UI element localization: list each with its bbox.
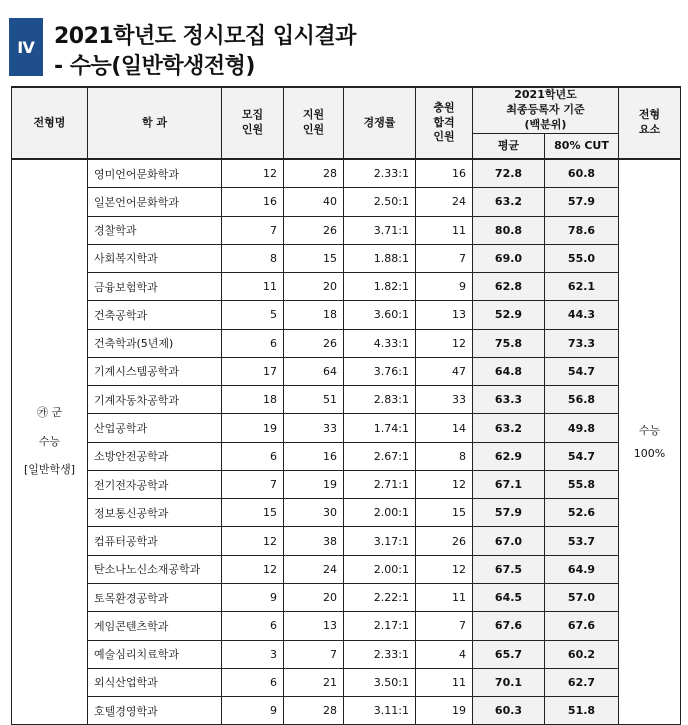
admission-type-line2: 수능 [38,434,61,448]
applicants-cell: 15 [284,244,344,272]
cut-score-cell: 73.3 [545,329,619,357]
ratio-cell: 3.17:1 [344,527,416,555]
applicants-cell: 16 [284,442,344,470]
header-elements: 전형 요소 [619,87,681,159]
avg-score-cell: 64.5 [473,583,545,611]
admitted-cell: 16 [416,159,473,188]
applicants-cell: 26 [284,329,344,357]
quota-cell: 15 [222,499,284,527]
ratio-cell: 2.83:1 [344,386,416,414]
table-row [12,697,681,725]
dept-cell: 탄소나노신소재공학과 [88,555,222,583]
table-body [12,159,681,725]
avg-score-cell: 69.0 [473,244,545,272]
cut-score-cell: 51.8 [545,697,619,725]
admitted-cell: 24 [416,188,473,216]
dept-cell: 기계자동차공학과 [88,386,222,414]
quota-cell: 7 [222,470,284,498]
ratio-cell: 1.88:1 [344,244,416,272]
table-row [12,188,681,216]
dept-cell: 외식산업학과 [88,668,222,696]
table-row [12,640,681,668]
cut-score-cell: 52.6 [545,499,619,527]
ratio-cell: 1.74:1 [344,414,416,442]
admitted-cell: 13 [416,301,473,329]
ratio-cell: 3.11:1 [344,697,416,725]
cut-score-cell: 57.0 [545,583,619,611]
admitted-cell: 11 [416,668,473,696]
applicants-cell: 21 [284,668,344,696]
ratio-cell: 2.33:1 [344,159,416,188]
header-dept: 학 과 [88,87,222,159]
avg-score-cell: 63.2 [473,414,545,442]
avg-score-cell: 67.6 [473,612,545,640]
avg-score-cell: 75.8 [473,329,545,357]
quota-cell: 12 [222,527,284,555]
elements-line2: 100% [633,447,666,461]
table-row [12,329,681,357]
applicants-cell: 51 [284,386,344,414]
avg-score-cell: 63.2 [473,188,545,216]
ratio-cell: 2.00:1 [344,499,416,527]
cut-score-cell: 55.8 [545,470,619,498]
applicants-cell: 40 [284,188,344,216]
cut-score-cell: 60.2 [545,640,619,668]
elements-line1: 수능 [638,424,661,438]
avg-score-cell: 60.3 [473,697,545,725]
admitted-cell: 7 [416,612,473,640]
admission-type-cell [12,159,88,725]
elements-cell [619,159,681,725]
header-admitted: 충원 합격 인원 [416,87,473,159]
header-ratio: 경쟁률 [344,87,416,159]
avg-score-cell: 65.7 [473,640,545,668]
avg-score-cell: 62.9 [473,442,545,470]
dept-cell: 토목환경공학과 [88,583,222,611]
ratio-cell: 2.67:1 [344,442,416,470]
admitted-cell: 11 [416,583,473,611]
quota-cell: 8 [222,244,284,272]
admitted-cell: 8 [416,442,473,470]
quota-cell: 6 [222,442,284,470]
cut-score-cell: 57.9 [545,188,619,216]
admitted-cell: 15 [416,499,473,527]
ratio-cell: 2.00:1 [344,555,416,583]
header-avg: 평균 [473,134,545,160]
dept-cell: 정보통신공학과 [88,499,222,527]
page-title: 2021학년도 정시모집 입시결과 [54,24,356,49]
admitted-cell: 12 [416,329,473,357]
cut-score-cell: 62.7 [545,668,619,696]
dept-cell: 사회복지학과 [88,244,222,272]
avg-score-cell: 70.1 [473,668,545,696]
avg-score-cell: 52.9 [473,301,545,329]
admitted-cell: 14 [416,414,473,442]
quota-cell: 16 [222,188,284,216]
avg-score-cell: 72.8 [473,159,545,188]
cut-score-cell: 54.7 [545,357,619,385]
admitted-cell: 11 [416,216,473,244]
cut-score-cell: 78.6 [545,216,619,244]
avg-score-cell: 80.8 [473,216,545,244]
quota-cell: 7 [222,216,284,244]
ratio-cell: 2.17:1 [344,612,416,640]
quota-cell: 11 [222,273,284,301]
applicants-cell: 24 [284,555,344,583]
admitted-cell: 26 [416,527,473,555]
admitted-cell: 9 [416,273,473,301]
quota-cell: 18 [222,386,284,414]
avg-score-cell: 67.5 [473,555,545,583]
quota-cell: 9 [222,583,284,611]
applicants-cell: 18 [284,301,344,329]
page-subtitle: - 수능(일반학생전형) [54,54,255,79]
dept-cell: 경찰학과 [88,216,222,244]
applicants-cell: 28 [284,159,344,188]
avg-score-cell: 62.8 [473,273,545,301]
quota-cell: 12 [222,555,284,583]
admitted-cell: 7 [416,244,473,272]
table-row [12,244,681,272]
table-row [12,527,681,555]
header-quota: 모집 인원 [222,87,284,159]
table-row [12,357,681,385]
ratio-cell: 3.60:1 [344,301,416,329]
dept-cell: 산업공학과 [88,414,222,442]
avg-score-cell: 64.8 [473,357,545,385]
admitted-cell: 47 [416,357,473,385]
applicants-cell: 19 [284,470,344,498]
dept-cell: 금융보험학과 [88,273,222,301]
dept-cell: 건축공학과 [88,301,222,329]
avg-score-cell: 63.3 [473,386,545,414]
quota-cell: 6 [222,668,284,696]
dept-cell: 건축학과(5년제) [88,329,222,357]
ratio-cell: 2.33:1 [344,640,416,668]
applicants-cell: 30 [284,499,344,527]
admitted-cell: 33 [416,386,473,414]
table-row [12,583,681,611]
admitted-cell: 12 [416,555,473,583]
cut-score-cell: 64.9 [545,555,619,583]
quota-cell: 19 [222,414,284,442]
header-cut: 80% CUT [545,134,619,160]
table-row [12,555,681,583]
cut-score-cell: 67.6 [545,612,619,640]
avg-score-cell: 57.9 [473,499,545,527]
header-score-group: 2021학년도 최종등록자 기준 (백분위) [473,87,619,134]
applicants-cell: 28 [284,697,344,725]
applicants-cell: 13 [284,612,344,640]
applicants-cell: 38 [284,527,344,555]
applicants-cell: 33 [284,414,344,442]
quota-cell: 6 [222,612,284,640]
ratio-cell: 2.22:1 [344,583,416,611]
dept-cell: 호텔경영학과 [88,697,222,725]
dept-cell: 예술심리치료학과 [88,640,222,668]
applicants-cell: 26 [284,216,344,244]
table-row [12,442,681,470]
applicants-cell: 20 [284,583,344,611]
cut-score-cell: 53.7 [545,527,619,555]
admission-type-line1: ㉮ 군 [36,406,63,420]
avg-score-cell: 67.1 [473,470,545,498]
quota-cell: 3 [222,640,284,668]
applicants-cell: 20 [284,273,344,301]
admitted-cell: 19 [416,697,473,725]
quota-cell: 12 [222,159,284,188]
avg-score-cell: 67.0 [473,527,545,555]
cut-score-cell: 55.0 [545,244,619,272]
dept-cell: 소방안전공학과 [88,442,222,470]
table-row [12,386,681,414]
cut-score-cell: 60.8 [545,159,619,188]
cut-score-cell: 49.8 [545,414,619,442]
admitted-cell: 12 [416,470,473,498]
quota-cell: 17 [222,357,284,385]
dept-cell: 게임콘텐츠학과 [88,612,222,640]
cut-score-cell: 54.7 [545,442,619,470]
dept-cell: 기계시스템공학과 [88,357,222,385]
ratio-cell: 1.82:1 [344,273,416,301]
ratio-cell: 3.50:1 [344,668,416,696]
cut-score-cell: 62.1 [545,273,619,301]
table-row [12,273,681,301]
cut-score-cell: 56.8 [545,386,619,414]
dept-cell: 전기전자공학과 [88,470,222,498]
dept-cell: 영미언어문화학과 [88,159,222,188]
ratio-cell: 3.76:1 [344,357,416,385]
ratio-cell: 2.71:1 [344,470,416,498]
admission-results-table [11,86,681,725]
applicants-cell: 64 [284,357,344,385]
table-row [12,470,681,498]
header-type: 전형명 [12,87,88,159]
table-row [12,216,681,244]
quota-cell: 9 [222,697,284,725]
admission-type-line3: [일반학생] [23,463,76,477]
quota-cell: 6 [222,329,284,357]
section-badge: Ⅳ [9,18,43,76]
table-row [12,668,681,696]
table-row [12,612,681,640]
admitted-cell: 4 [416,640,473,668]
ratio-cell: 4.33:1 [344,329,416,357]
cut-score-cell: 44.3 [545,301,619,329]
table-row [12,414,681,442]
dept-cell: 컴퓨터공학과 [88,527,222,555]
applicants-cell: 7 [284,640,344,668]
header-applicants: 지원 인원 [284,87,344,159]
ratio-cell: 3.71:1 [344,216,416,244]
table-row [12,159,681,188]
quota-cell: 5 [222,301,284,329]
dept-cell: 일본언어문화학과 [88,188,222,216]
ratio-cell: 2.50:1 [344,188,416,216]
table-row [12,301,681,329]
table-row [12,499,681,527]
